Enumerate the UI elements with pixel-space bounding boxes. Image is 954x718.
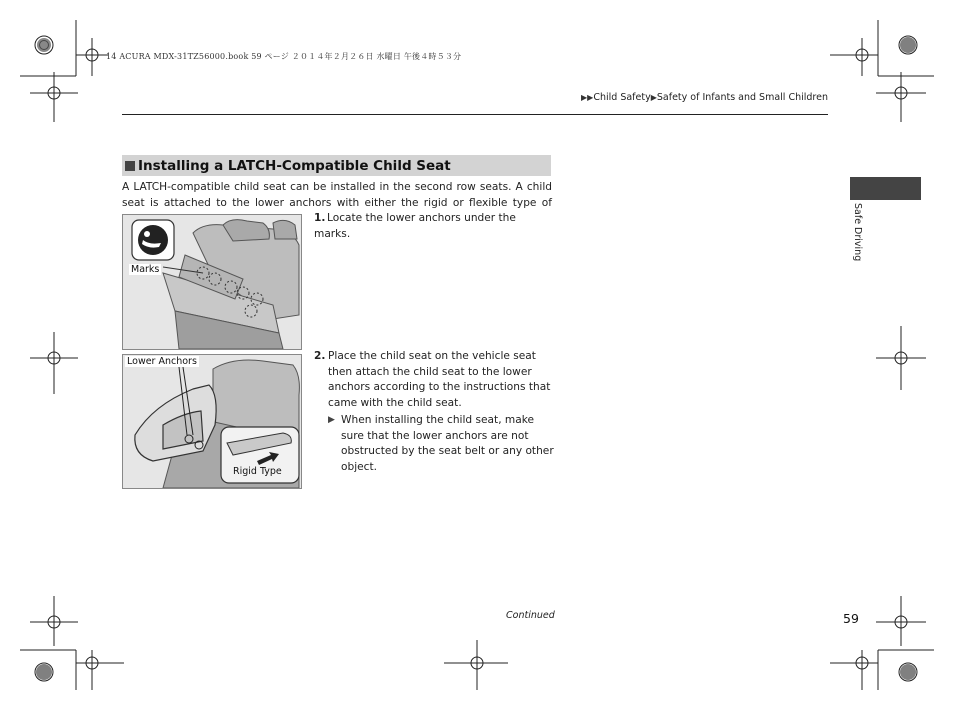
arrow-icon: ▶	[650, 93, 657, 102]
step-2-number: 2.	[314, 350, 326, 362]
rigid-type-label: Rigid Type	[233, 466, 282, 477]
header-rule	[122, 114, 828, 115]
section-heading	[122, 155, 551, 176]
printer-slug: 14 ACURA MDX-31TZ56000.book 59 ページ ２０１４年２月２６日 水曜日 午後４時５３分	[106, 52, 462, 61]
breadcrumb-section: Child Safety	[593, 92, 651, 103]
step-2	[314, 349, 554, 411]
breadcrumb-subsection: Safety of Infants and Small Children	[656, 92, 828, 103]
lower-anchors-label: Lower Anchors	[127, 356, 197, 367]
continued-label: Continued	[506, 610, 555, 621]
step-2-note	[328, 412, 554, 475]
heading-text: Installing a LATCH-Compatible Child Seat	[138, 157, 451, 174]
square-bullet-icon	[125, 161, 135, 171]
section-tab	[850, 177, 921, 200]
note-text: When installing the child seat, make sure that the lower anchors are not obstructed by the seat belt or any other object.	[341, 414, 554, 473]
rear-seat-drawing	[123, 215, 301, 349]
breadcrumb	[581, 92, 828, 103]
lower-anchors-illustration	[122, 354, 302, 489]
intro-paragraph: A LATCH-compatible child seat can be installed in the second row seats. A child seat is attached to the lower anchors with either the rigid or flexible type of	[122, 181, 552, 209]
seat-marks-illustration	[122, 214, 302, 350]
page-number: 59	[843, 611, 859, 626]
note-arrow-icon: ▶	[328, 415, 335, 425]
section-tab-label: Safe Driving	[852, 203, 863, 262]
marks-label: Marks	[131, 264, 160, 275]
step-1	[314, 211, 554, 242]
double-arrow-icon: ▶▶	[581, 93, 594, 102]
step-1-number: 1.	[314, 212, 326, 224]
step-1-text: Locate the lower anchors under the marks.	[314, 212, 516, 240]
step-2-text: Place the child seat on the vehicle seat then attach the child seat to the lower anchors according to the instructions that came with the child seat.	[328, 350, 551, 409]
